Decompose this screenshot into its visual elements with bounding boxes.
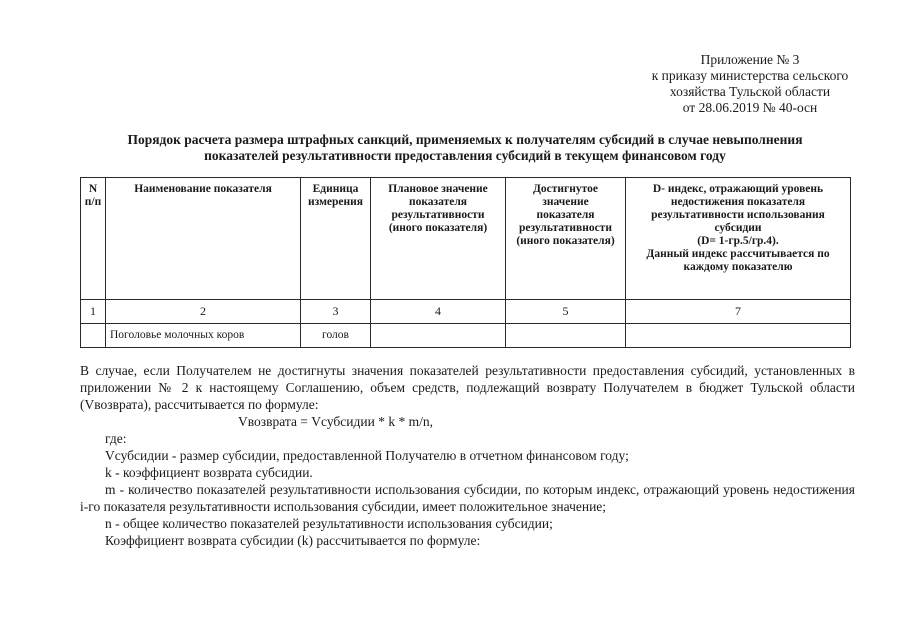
- appendix-ministry: хозяйства Тульской области: [669, 84, 831, 99]
- appendix-number: Приложение № 3: [700, 52, 800, 67]
- header-cell-number: N п/п: [81, 178, 106, 300]
- paragraph-refund-condition: В случае, если Получателем не достигнуты значения показателей результативности предоставления субсидий, установленных в приложении № 2 к настоящему Соглашению, объем средств, подлежащий возврату Получателем в бюджет Тульской области (Vвозврата), рассчитывается по формуле:: [80, 363, 855, 412]
- row-d-index: [626, 324, 851, 348]
- row-number-cell: [81, 324, 106, 348]
- header-cell-planned-value: Плановое значение показателя результативности (иного показателя): [371, 178, 506, 300]
- coefficient-formula-intro: Коэффициент возврата субсидии (k) рассчитывается по формуле:: [105, 533, 481, 548]
- row-achieved-value: [506, 324, 626, 348]
- column-number: 1: [81, 300, 106, 324]
- row-unit: голов: [301, 324, 371, 348]
- title-line-1: Порядок расчета размера штрафных санкций, применяемых к получателям субсидий в случае невыполнения: [127, 132, 803, 147]
- appendix-date-number: от 28.06.2019 № 40-осн: [682, 100, 818, 115]
- table-header-row: [81, 178, 851, 300]
- table-row: [81, 324, 851, 348]
- indicators-table: [80, 177, 851, 348]
- document-title: [80, 132, 850, 164]
- header-cell-indicator-name: Наименование показателя: [106, 178, 301, 300]
- row-planned-value: [371, 324, 506, 348]
- column-number: 3: [301, 300, 371, 324]
- column-number: 2: [106, 300, 301, 324]
- definition-v-subsidy: Vсубсидии - размер субсидии, предоставленной Получателю в отчетном финансовом году;: [105, 448, 629, 463]
- column-number: 4: [371, 300, 506, 324]
- appendix-order-ref: к приказу министерства сельского: [651, 68, 849, 83]
- header-cell-unit: Единица измерения: [301, 178, 371, 300]
- definition-n: n - общее количество показателей результативности использования субсидии;: [105, 516, 553, 531]
- table-column-numbers-row: [81, 300, 851, 324]
- definition-k: k - коэффициент возврата субсидии.: [105, 465, 313, 480]
- appendix-block: [600, 52, 900, 116]
- column-number: 7: [626, 300, 851, 324]
- header-cell-d-index: D- индекс, отражающий уровень недостижения показателя результативности использования субсидии (D= 1-гр.5/гр.4). Данный индекс рассчитывается по каждому показателю: [626, 178, 851, 300]
- row-indicator-name: Поголовье молочных коров: [106, 324, 301, 348]
- body-text: [80, 362, 855, 549]
- where-label: где:: [105, 431, 127, 446]
- refund-formula: Vвозврата = Vсубсидии * k * m/n,: [238, 414, 433, 429]
- column-number: 5: [506, 300, 626, 324]
- header-cell-achieved-value: Достигнутое значение показателя результативности (иного показателя): [506, 178, 626, 300]
- title-line-2: показателей результативности предоставления субсидий в текущем финансовом году: [204, 148, 726, 163]
- definition-m: m - количество показателей результативности использования субсидии, по которым индекс, отражающий уровень недостижения i-го показателя результативности использования субсидии, имеет положительное значение;: [80, 482, 855, 514]
